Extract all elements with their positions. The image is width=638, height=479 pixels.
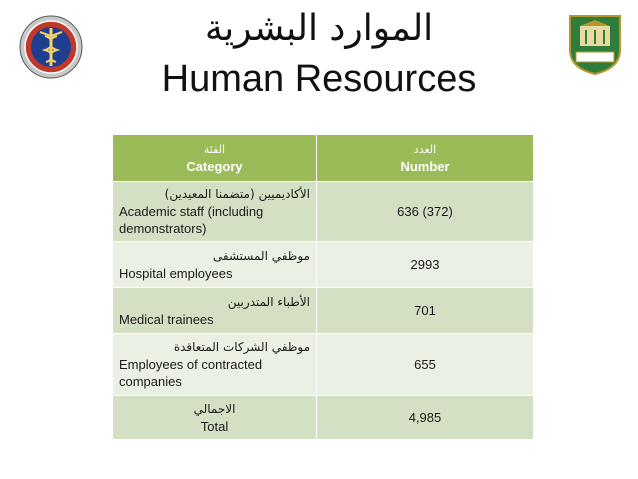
- title-arabic: الموارد البشرية: [204, 8, 434, 49]
- category-arabic: موظفي الشركات المتعاقدة: [173, 340, 310, 354]
- header-number-arabic: العدد: [413, 143, 437, 156]
- number-cell: 4,985: [317, 396, 534, 440]
- number-cell: 701: [317, 288, 534, 334]
- category-cell: [113, 396, 317, 440]
- category-arabic: الاجمالي: [193, 401, 236, 416]
- category-english: Medical trainees: [119, 311, 214, 327]
- table-row-total: [113, 396, 534, 440]
- human-resources-table: [112, 134, 534, 440]
- category-cell: [113, 334, 317, 396]
- category-arabic: الأطباء المتدربين: [227, 294, 310, 309]
- category-arabic: الأكاديميين (متضمنا المعيدين): [164, 187, 310, 201]
- table-row: [113, 288, 534, 334]
- title-english: Human Resources: [161, 58, 477, 100]
- category-cell: [113, 242, 317, 288]
- header-number: [317, 135, 534, 182]
- category-english: Total: [200, 418, 229, 434]
- table-row: [113, 242, 534, 288]
- table-row: [113, 182, 534, 242]
- category-cell: [113, 288, 317, 334]
- category-english: Employees of contracted companies: [119, 357, 263, 389]
- category-english: Hospital employees: [119, 265, 233, 281]
- header-number-english: Number: [400, 159, 450, 174]
- number-cell: 2993: [317, 242, 534, 288]
- number-cell: 655: [317, 334, 534, 396]
- header-category: [113, 135, 317, 182]
- table-row: [113, 334, 534, 396]
- category-arabic: موظفي المستشفى: [212, 248, 310, 263]
- number-cell: 636 (372): [317, 182, 534, 242]
- category-cell: [113, 182, 317, 242]
- header-category-arabic: الفئة: [203, 143, 226, 156]
- table-header-row: [113, 135, 534, 182]
- category-english: Academic staff (including demonstrators): [119, 204, 264, 236]
- header-category-english: Category: [186, 159, 243, 174]
